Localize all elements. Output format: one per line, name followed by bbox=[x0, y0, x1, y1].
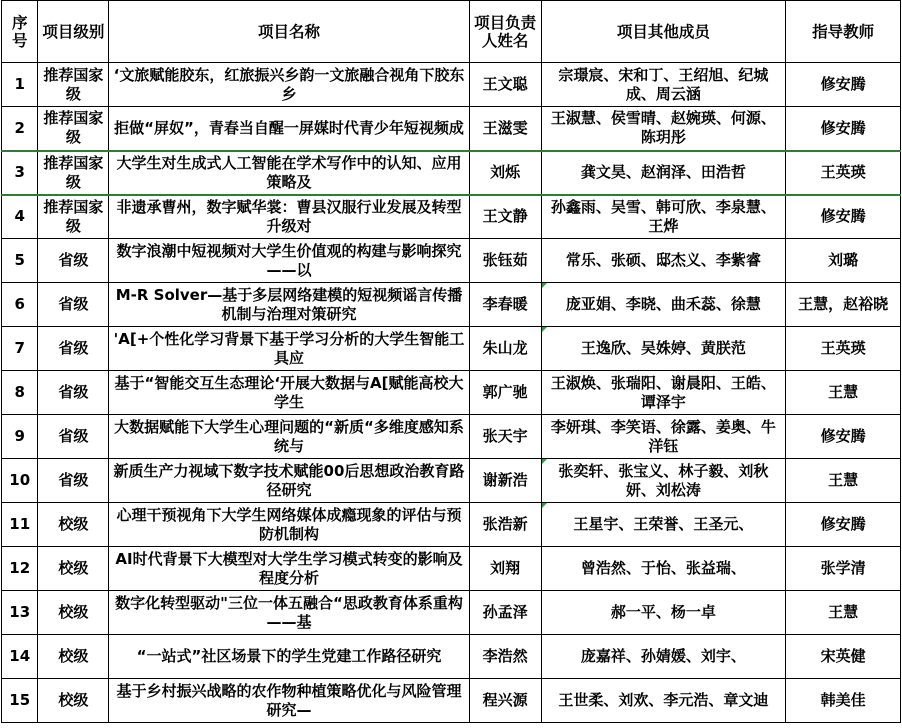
cell-no[interactable]: 2 bbox=[2, 107, 38, 151]
cell-advisor[interactable]: 修安腾 bbox=[786, 195, 901, 239]
cell-members[interactable]: 曾浩然、于怡、张益瑞、 bbox=[541, 547, 786, 591]
table-row bbox=[2, 371, 901, 415]
cell-no[interactable]: 9 bbox=[2, 415, 38, 459]
cell-level[interactable]: 省级 bbox=[38, 415, 109, 459]
cell-no[interactable]: 6 bbox=[2, 283, 38, 327]
cell-leader[interactable]: 孙孟泽 bbox=[469, 591, 541, 635]
project-table bbox=[1, 0, 901, 723]
cell-level[interactable]: 省级 bbox=[38, 371, 109, 415]
cell-level[interactable]: 校级 bbox=[38, 503, 109, 547]
cell-members[interactable]: 龚文昊、赵润泽、田浩哲 bbox=[541, 151, 786, 195]
cell-no[interactable]: 4 bbox=[2, 195, 38, 239]
table-row bbox=[2, 195, 901, 239]
cell-level[interactable]: 省级 bbox=[38, 327, 109, 371]
cell-project-name[interactable]: 数字浪潮中短视频对大学生价值观的构建与影响探究——以 bbox=[109, 239, 469, 283]
cell-advisor[interactable]: 宋英健 bbox=[786, 635, 901, 679]
cell-leader[interactable]: 张天宇 bbox=[469, 415, 541, 459]
cell-no[interactable]: 12 bbox=[2, 547, 38, 591]
table-row bbox=[2, 415, 901, 459]
cell-advisor[interactable]: 修安腾 bbox=[786, 107, 901, 151]
cell-members[interactable]: 张奕轩、张宝义、林子毅、刘秋妍、刘松涛 bbox=[541, 459, 786, 503]
header-row bbox=[2, 1, 901, 63]
cell-project-name[interactable]: 新质生产力视域下数字技术赋能00后思想政治教育路径研究 bbox=[109, 459, 469, 503]
table-row bbox=[2, 679, 901, 723]
cell-project-name[interactable]: 基于乡村振兴战略的农作物种植策略优化与风险管理研究— bbox=[109, 679, 469, 723]
cell-advisor[interactable]: 修安腾 bbox=[786, 63, 901, 107]
cell-members[interactable]: 庞亚娟、李晓、曲禾蕊、徐慧 bbox=[541, 283, 786, 327]
cell-no[interactable]: 7 bbox=[2, 327, 38, 371]
cell-leader[interactable]: 张钰茹 bbox=[469, 239, 541, 283]
cell-project-name[interactable]: 大数据赋能下大学生心理问题的“新质“多维度感知系统与 bbox=[109, 415, 469, 459]
table-row bbox=[2, 63, 901, 107]
cell-project-name[interactable]: 大学生对生成式人工智能在学术写作中的认知、应用策略及 bbox=[109, 151, 469, 195]
cell-leader[interactable]: 刘烁 bbox=[469, 151, 541, 195]
cell-level[interactable]: 校级 bbox=[38, 679, 109, 723]
cell-advisor[interactable]: 韩美佳 bbox=[786, 679, 901, 723]
cell-no[interactable]: 8 bbox=[2, 371, 38, 415]
header-leader[interactable]: 项目负责人姓名 bbox=[469, 1, 541, 63]
cell-leader[interactable]: 朱山龙 bbox=[469, 327, 541, 371]
cell-members[interactable]: 李妍琪、李笑语、徐露、姜奥、牛洋钰 bbox=[541, 415, 786, 459]
cell-members[interactable]: 王世柔、刘欢、李元浩、章文迪 bbox=[541, 679, 786, 723]
table-row bbox=[2, 503, 901, 547]
cell-leader[interactable]: 谢新浩 bbox=[469, 459, 541, 503]
cell-no[interactable]: 15 bbox=[2, 679, 38, 723]
cell-project-name[interactable]: 拒做“屏奴”，青春当自醒一屏媒时代青少年短视频成 bbox=[109, 107, 469, 151]
header-name[interactable]: 项目名称 bbox=[109, 1, 469, 63]
table-row bbox=[2, 547, 901, 591]
cell-project-name[interactable]: 心理干预视角下大学生网络媒体成瘾现象的评估与预防机制构 bbox=[109, 503, 469, 547]
cell-level[interactable]: 校级 bbox=[38, 591, 109, 635]
header-level[interactable]: 项目级别 bbox=[38, 1, 109, 63]
cell-level[interactable]: 省级 bbox=[38, 283, 109, 327]
cell-advisor[interactable]: 王慧 bbox=[786, 371, 901, 415]
cell-members[interactable]: 孙鑫雨、吴雪、韩可欣、李泉慧、王烨 bbox=[541, 195, 786, 239]
cell-level[interactable]: 校级 bbox=[38, 635, 109, 679]
table-row bbox=[2, 239, 901, 283]
cell-level[interactable]: 校级 bbox=[38, 547, 109, 591]
cell-advisor[interactable]: 王慧 bbox=[786, 459, 901, 503]
cell-project-name[interactable]: 'A[+个性化学习背景下基于学习分析的大学生智能工具应 bbox=[109, 327, 469, 371]
cell-members[interactable]: 宗璟宸、宋和丁、王绍旭、纪城成、周云涵 bbox=[541, 63, 786, 107]
cell-level[interactable]: 省级 bbox=[38, 239, 109, 283]
cell-no[interactable]: 3 bbox=[2, 151, 38, 195]
cell-advisor[interactable]: 王英瑛 bbox=[786, 327, 901, 371]
table-row bbox=[2, 327, 901, 371]
table-row bbox=[2, 591, 901, 635]
table-row bbox=[2, 635, 901, 679]
cell-advisor[interactable]: 刘璐 bbox=[786, 239, 901, 283]
cell-leader[interactable]: 王文静 bbox=[469, 195, 541, 239]
cell-leader[interactable]: 王滋雯 bbox=[469, 107, 541, 151]
table-row bbox=[2, 459, 901, 503]
cell-no[interactable]: 13 bbox=[2, 591, 38, 635]
cell-level[interactable]: 省级 bbox=[38, 459, 109, 503]
cell-members[interactable]: 郝一平、杨一卓 bbox=[541, 591, 786, 635]
cell-level[interactable]: 推荐国家级 bbox=[38, 107, 109, 151]
cell-advisor[interactable]: 修安腾 bbox=[786, 415, 901, 459]
cell-leader[interactable]: 刘翔 bbox=[469, 547, 541, 591]
cell-level[interactable]: 推荐国家级 bbox=[38, 195, 109, 239]
cell-no[interactable]: 1 bbox=[2, 63, 38, 107]
cell-members[interactable]: 王淑慧、侯雪晴、赵婉瑛、何源、陈玥彤 bbox=[541, 107, 786, 151]
cell-project-name[interactable]: 数字化转型驱动"三位一体五融合“思政教育体系重构——基 bbox=[109, 591, 469, 635]
cell-project-name[interactable]: 非遗承曹州，数字赋华裳：曹县汉服行业发展及转型升级对 bbox=[109, 195, 469, 239]
cell-level[interactable]: 推荐国家级 bbox=[38, 151, 109, 195]
cell-members[interactable]: 王逸欣、吴姝婷、黄朕范 bbox=[541, 327, 786, 371]
cell-project-name[interactable]: “一站式”社区场景下的学生党建工作路径研究 bbox=[109, 635, 469, 679]
cell-members[interactable]: 常乐、张硕、邸杰义、李紫睿 bbox=[541, 239, 786, 283]
cell-level[interactable]: 推荐国家级 bbox=[38, 63, 109, 107]
table-row bbox=[2, 151, 901, 195]
cell-no[interactable]: 14 bbox=[2, 635, 38, 679]
cell-leader[interactable]: 张浩新 bbox=[469, 503, 541, 547]
cell-project-name[interactable]: AI时代背景下大模型对大学生学习模式转变的影响及程度分析 bbox=[109, 547, 469, 591]
cell-advisor[interactable]: 修安腾 bbox=[786, 503, 901, 547]
cell-advisor[interactable]: 王英瑛 bbox=[786, 151, 901, 195]
cell-members[interactable]: 王星宇、王荣誉、王圣元、 bbox=[541, 503, 786, 547]
header-no[interactable]: 序号 bbox=[2, 1, 38, 63]
cell-advisor[interactable]: 王慧 bbox=[786, 591, 901, 635]
cell-advisor[interactable]: 王慧，赵裕晓 bbox=[786, 283, 901, 327]
cell-no[interactable]: 10 bbox=[2, 459, 38, 503]
header-advisor[interactable]: 指导教师 bbox=[786, 1, 901, 63]
cell-members[interactable]: 庞嘉祥、孙婧媛、刘宇、 bbox=[541, 635, 786, 679]
table-row bbox=[2, 283, 901, 327]
cell-project-name[interactable]: M-R Solver—基于多层网络建模的短视频谣言传播机制与治理对策研究 bbox=[109, 283, 469, 327]
cell-leader[interactable]: 郭广驰 bbox=[469, 371, 541, 415]
cell-leader[interactable]: 王文聪 bbox=[469, 63, 541, 107]
cell-advisor[interactable]: 张学清 bbox=[786, 547, 901, 591]
cell-leader[interactable]: 李浩然 bbox=[469, 635, 541, 679]
cell-no[interactable]: 11 bbox=[2, 503, 38, 547]
cell-leader[interactable]: 程兴源 bbox=[469, 679, 541, 723]
cell-leader[interactable]: 李春暖 bbox=[469, 283, 541, 327]
cell-no[interactable]: 5 bbox=[2, 239, 38, 283]
cell-project-name[interactable]: 基于“智能交互生态理论‘开展大数据与A[赋能高校大学生 bbox=[109, 371, 469, 415]
cell-project-name[interactable]: ‘文旅赋能胶东，红旅振兴乡韵一文旅融合视角下胶东乡 bbox=[109, 63, 469, 107]
table-row bbox=[2, 107, 901, 151]
header-members[interactable]: 项目其他成员 bbox=[541, 1, 786, 63]
cell-members[interactable]: 王淑焕、张瑞阳、谢晨阳、王皓、谭泽宇 bbox=[541, 371, 786, 415]
